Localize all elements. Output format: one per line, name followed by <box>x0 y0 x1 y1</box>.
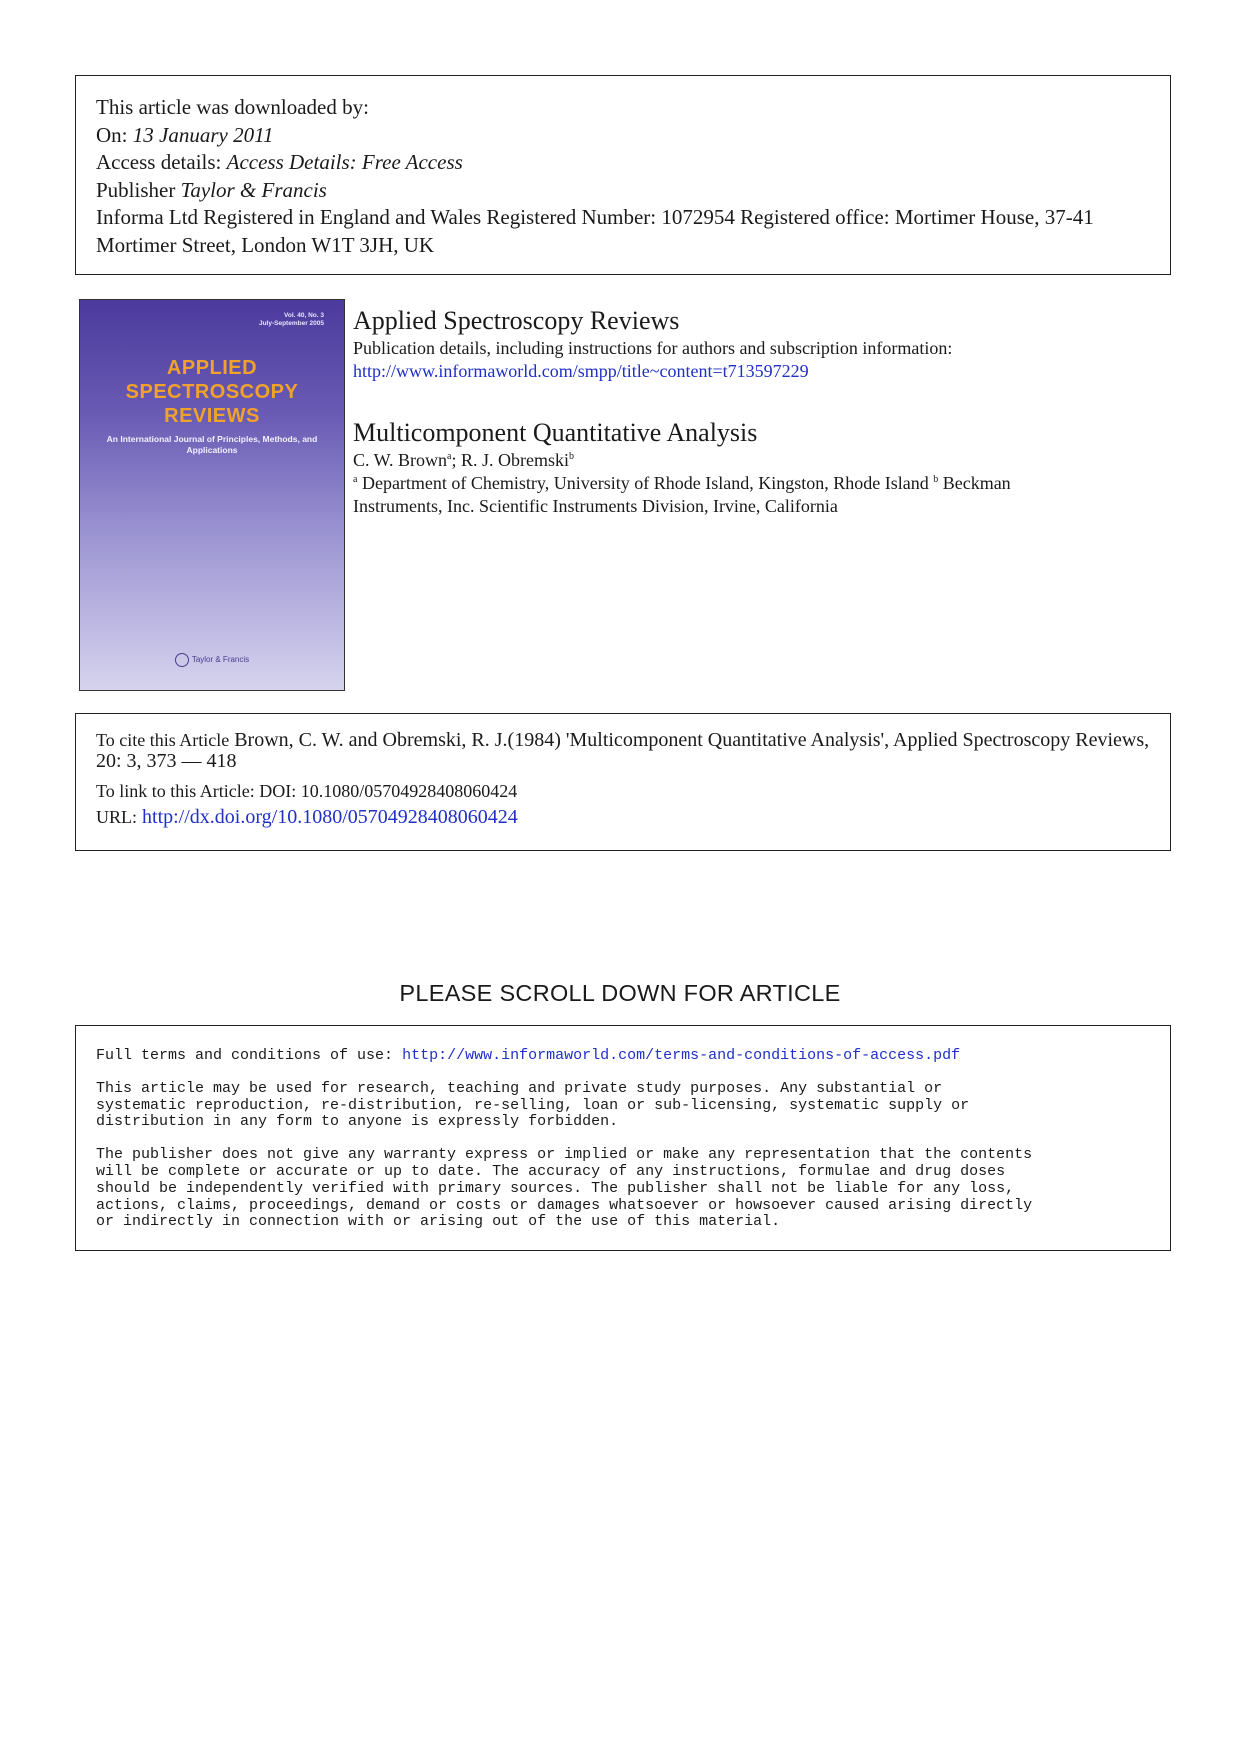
cover-volume-info <box>259 312 324 328</box>
publisher-logo-icon <box>175 653 189 667</box>
affiliation-a: Department of Chemistry, University of Rhode Island, Kingston, Rhode Island <box>357 473 934 493</box>
access-details-value: Access Details: Free Access <box>226 150 463 174</box>
cover-title-line1: APPLIED <box>166 357 258 379</box>
download-date-value: 13 January 2011 <box>132 122 274 147</box>
cover-publisher <box>80 653 344 667</box>
terms-label: Full terms and conditions of use: <box>96 1047 403 1064</box>
authors <box>353 449 574 472</box>
access-details-line <box>96 149 1150 177</box>
publication-details: Publication details, including instructions for authors and subscription information: <box>353 338 953 358</box>
affiliation-b-marker: b <box>933 474 939 485</box>
doi-url-link[interactable]: http://dx.doi.org/10.1080/05704928408060424 <box>142 806 518 828</box>
affiliation-line-1 <box>353 472 1173 495</box>
cite-line <box>96 730 1150 772</box>
cover-title <box>80 356 344 428</box>
cite-label: To cite this Article <box>96 730 230 750</box>
download-date-label: On: <box>96 122 128 147</box>
terms-warranty-paragraph: The publisher does not give any warranty express or implied or make any representation that the contents will be complete or accurate or up to date. The accuracy of any instructions, formulae and drug doses should be independently verified with primary sources. The publisher shall not be liable for any loss, actions, claims, proceedings, demand or costs or damages whatsoever or howsoever caused arising directly or indirectly in connection with or arising out of the use of this material. <box>96 1146 1033 1231</box>
cover-publisher-name: Taylor & Francis <box>191 655 250 665</box>
downloaded-by-line: This article was downloaded by: <box>96 95 369 119</box>
article-title: Multicomponent Quantitative Analysis <box>353 418 758 447</box>
access-details-label: Access details: <box>96 150 222 174</box>
doi-line <box>96 779 1150 803</box>
doi-label: To link to this Article: DOI: <box>96 781 297 801</box>
cover-title-line2: SPECTROSCOPY <box>125 381 299 403</box>
citation-box <box>75 713 1171 851</box>
author-2-affiliation: b <box>569 451 574 462</box>
cover-date: July-September 2005 <box>258 320 324 327</box>
author-1: C. W. Brown <box>353 450 448 470</box>
cover-volume: Vol. 40, No. 3 <box>284 312 324 319</box>
terms-box <box>75 1025 1171 1251</box>
affiliation-b-start: Beckman <box>938 473 1011 493</box>
cite-text: Brown, C. W. and Obremski, R. J.(1984) 'Multicomponent Quantitative Analysis', Applied Spectroscopy Reviews, 20: 3, 373 — 418 <box>96 729 1150 772</box>
publisher-value: Taylor & Francis <box>180 177 327 202</box>
publisher-line <box>96 177 1150 205</box>
publisher-label: Publisher <box>96 177 176 202</box>
affiliation-b-end: Instruments, Inc. Scientific Instruments Division, Irvine, California <box>353 496 838 516</box>
journal-url-link[interactable]: http://www.informaworld.com/smpp/title~content=t713597229 <box>353 361 809 381</box>
doi-value: 10.1080/05704928408060424 <box>300 781 518 801</box>
registration-info: Informa Ltd Registered in England and Wales Registered Number: 1072954 Registered office: Mortimer House, 37-41 Mortimer Street, London W1T 3JH, UK <box>96 205 1094 257</box>
journal-cover-image <box>79 299 345 691</box>
author-1-affiliation: a <box>447 451 452 462</box>
author-2: R. J. Obremski <box>461 450 569 470</box>
download-date-line <box>96 122 1150 150</box>
terms-usage-paragraph: This article may be used for research, teaching and private study purposes. Any substantial or systematic reproduction, re-distribution, re-selling, loan or sub-licensing, systematic supply or distribution in any form to anyone is expressly forbidden. <box>96 1079 970 1131</box>
cover-subtitle: An International Journal of Principles, Methods, and Applications <box>106 434 318 455</box>
cover-title-line3: REVIEWS <box>164 405 260 427</box>
affiliation-a-marker: a <box>353 474 358 485</box>
download-info-box <box>75 75 1171 275</box>
url-line <box>96 805 1150 829</box>
author-separator: ; <box>451 450 461 470</box>
affiliations <box>353 472 1173 518</box>
scroll-down-notice: PLEASE SCROLL DOWN FOR ARTICLE <box>399 980 841 1006</box>
journal-title: Applied Spectroscopy Reviews <box>353 306 680 335</box>
url-label: URL: <box>96 807 138 827</box>
terms-url-link[interactable]: http://www.informaworld.com/terms-and-conditions-of-access.pdf <box>402 1047 961 1064</box>
terms-line <box>96 1048 1150 1065</box>
